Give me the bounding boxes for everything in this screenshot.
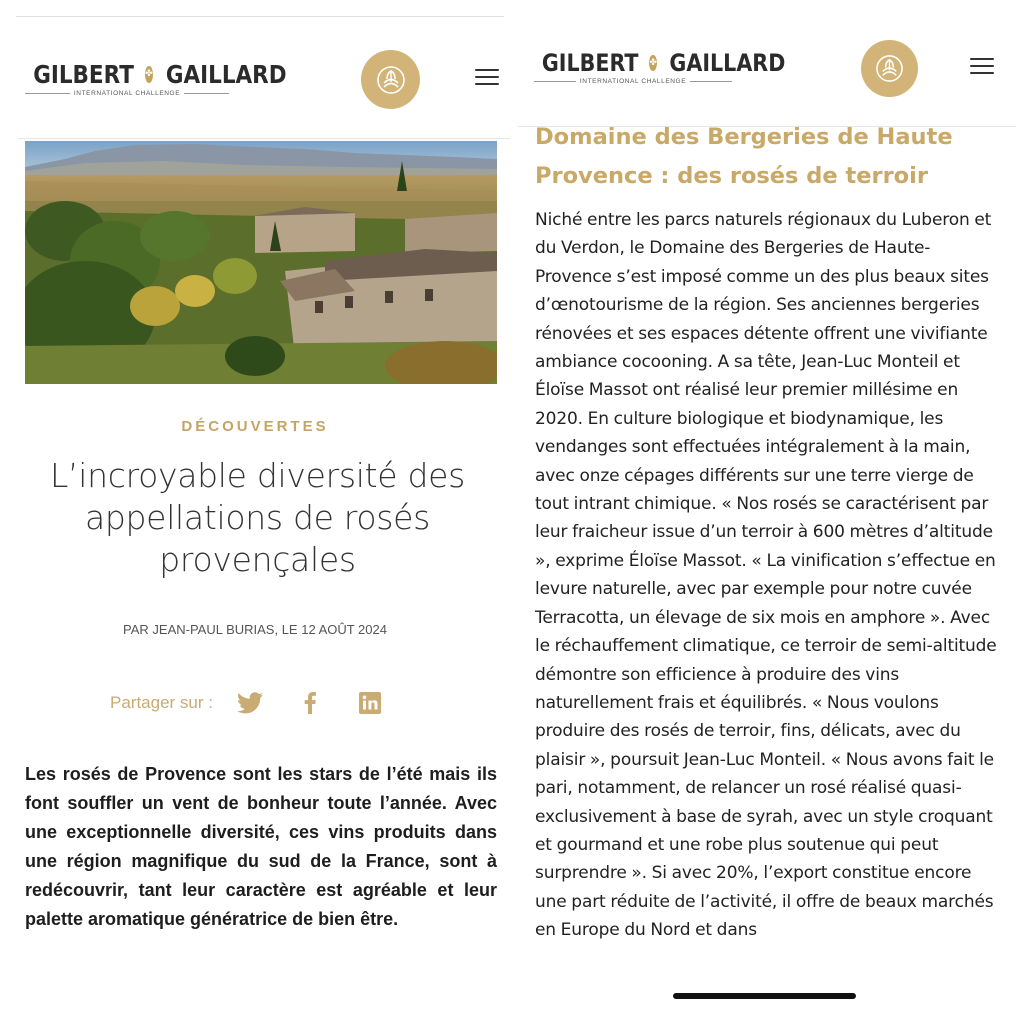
hamburger-menu-icon[interactable] (970, 58, 994, 74)
share-bar (110, 688, 415, 718)
vine-leaf-badge[interactable] (361, 50, 420, 109)
facebook-icon[interactable] (295, 688, 325, 718)
logo-medal-icon: ✤ (649, 55, 657, 71)
logo-medal-icon: ✤ (145, 66, 153, 83)
logo-tagline: INTERNATIONAL CHALLENGE (73, 90, 181, 97)
article-lead: Les rosés de Provence sont les stars de l’été mais ils font souffler un vent de bonheur toute l’année. Avec une exceptionnelle diversité, ces vins produits dans une région magnifique du sud de la France, sont à redécouvrir, tant leur caractère est agréable et leur palette aromatique génératrice de bien être. (25, 764, 497, 929)
logo-word-left: GILBERT (541, 49, 639, 77)
top-divider (16, 16, 504, 17)
share-label: Partager sur : (110, 693, 213, 712)
logo-word-left: GILBERT (33, 60, 134, 89)
site-logo[interactable] (534, 49, 786, 85)
vine-leaf-icon (875, 54, 904, 83)
linkedin-icon[interactable] (355, 688, 385, 718)
vine-leaf-badge[interactable] (861, 40, 918, 97)
right-screen (510, 0, 1024, 1024)
logo-tagline: INTERNATIONAL CHALLENGE (579, 78, 687, 85)
home-indicator[interactable] (673, 993, 856, 999)
article-category[interactable]: DÉCOUVERTES (181, 418, 329, 435)
logo-word-right: GAILLARD (165, 60, 287, 89)
article-body: Niché entre les parcs naturels régionaux du Luberon et du Verdon, le Domaine des Bergeries de Haute-Provence s’est imposé comme un des plus beaux sites d’œnotourisme de la région. Ses anciennes bergeries rénovées et ses espaces détente offrent une vivifiante ambiance cocooning. A sa tête, Jean-Luc Monteil et Éloïse Massot ont réalisé leur premier millésime en 2020. En culture biologique et biodynamique, les vendanges sont effectuées intégralement à la main, avec onze cépages différents sur une terre vierge de tout intrant chimique. « Nos rosés se caractérisent par leur fraicheur issue d’un terroir à 600 mètres d’altitude », exprime Éloïse Massot. « La vinification s’effectue en levure naturelle, avec par exemple pour notre cuvée Terracotta, un élevage de six mois en amphore ». Avec le réchauffement climatique, ce terroir de semi-altitude démontre son efficience à produire des vins naturellement frais et équilibrés. « Nous voulons produire des rosés de terroir, fins, délicats, avec du plaisir », poursuit Jean-Luc Monteil. « Nous avons fait le pari, notamment, de relancer un rosé réalisé quasi-exclusivement à base de syrah, avec un style croquant et gourmand et une robe plus soutenue qui peut surprendre ». Si avec 20%, l’export constitue encore une part réduite de l’activité, il offre de beaux marchés en Europe du Nord et dans (535, 210, 997, 941)
vine-leaf-icon (376, 65, 406, 95)
hero-photo (25, 141, 497, 384)
left-screen (0, 0, 510, 1024)
section-heading: Domaine des Bergeries de Haute Provence : des rosés de terroir (535, 124, 953, 189)
site-logo[interactable] (25, 60, 287, 97)
header-divider (18, 138, 510, 139)
logo-word-right: GAILLARD (669, 49, 786, 77)
twitter-icon[interactable] (235, 688, 265, 718)
article-byline: PAR JEAN-PAUL BURIAS, LE 12 AOÛT 2024 (123, 622, 387, 637)
article-title: L’incroyable diversité des appellations de rosés provençales (49, 456, 466, 579)
hamburger-menu-icon[interactable] (475, 69, 499, 85)
